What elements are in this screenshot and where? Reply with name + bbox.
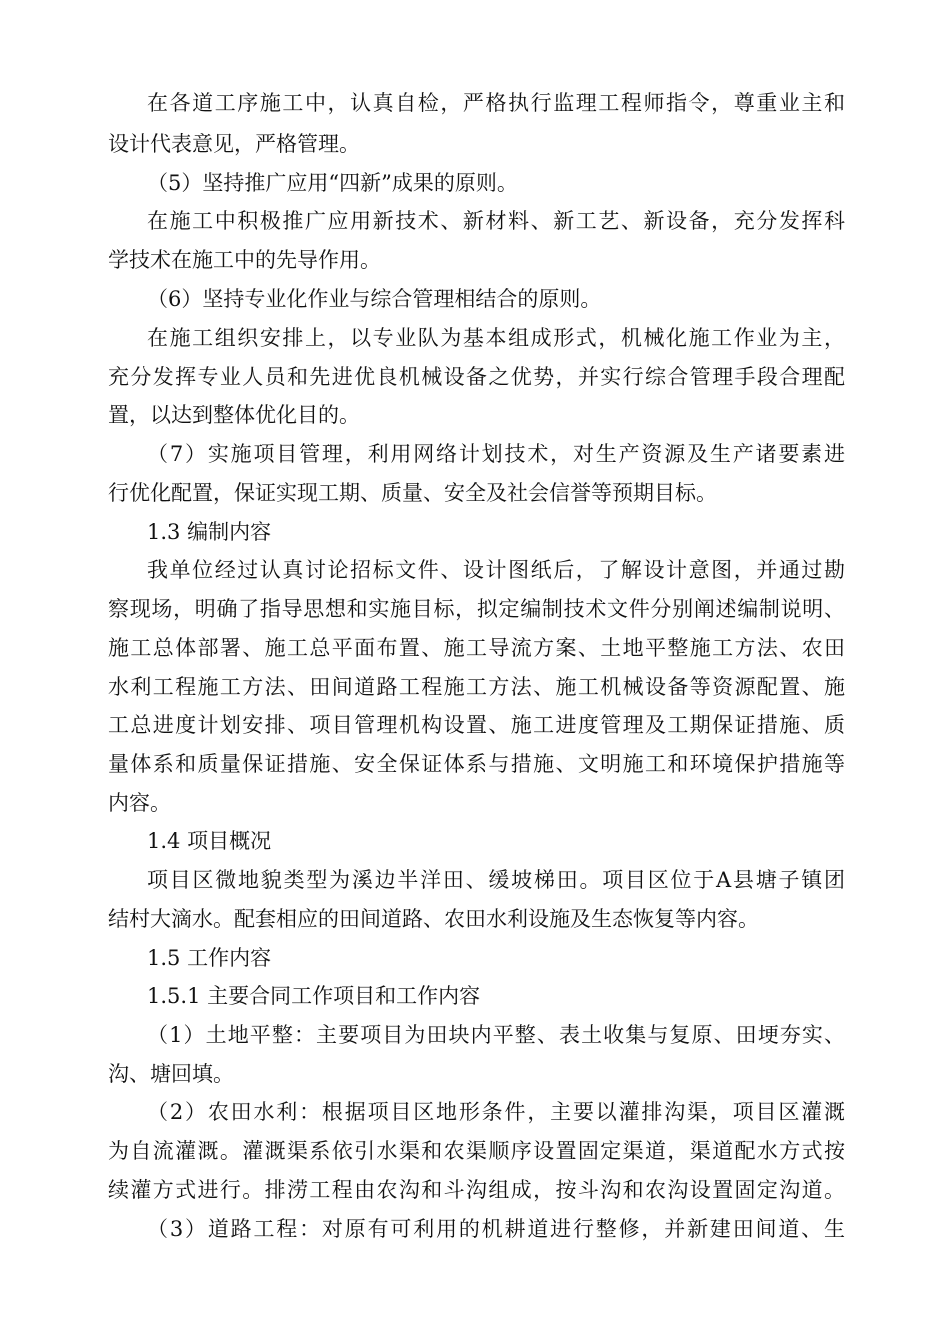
paragraph-line: 施工总体部署、施工总平面布置、施工导流方案、土地平整施工方法、农田 — [108, 636, 845, 660]
paragraph-line: 置，以达到整体优化目的。 — [108, 403, 360, 427]
list-item-heading: （6）坚持专业化作业与综合管理相结合的原则。 — [147, 287, 602, 311]
paragraph-line: （3）道路工程：对原有可利用的机耕道进行整修，并新建田间道、生 — [147, 1217, 845, 1241]
paragraph-line: （7）实施项目管理，利用网络计划技术，对生产资源及生产诸要素进 — [147, 442, 845, 466]
paragraph-line: 察现场，明确了指导思想和实施目标，拟定编制技术文件分别阐述编制说明、 — [108, 597, 845, 621]
list-item-heading: （5）坚持推广应用“四新”成果的原则。 — [147, 171, 518, 195]
paragraph-line: 设计代表意见，严格管理。 — [108, 132, 360, 156]
paragraph-line: 沟、塘回填。 — [108, 1062, 234, 1086]
paragraph-line: 为自流灌溉。灌溉渠系依引水渠和农渠顺序设置固定渠道，渠道配水方式按 — [108, 1139, 845, 1163]
section-heading: 1.5 工作内容 — [147, 946, 272, 970]
paragraph-line: 量体系和质量保证措施、安全保证体系与措施、文明施工和环境保护措施等 — [108, 752, 845, 776]
paragraph-line: 内容。 — [108, 791, 171, 815]
paragraph-line: 在各道工序施工中，认真自检，严格执行监理工程师指令，尊重业主和 — [147, 91, 845, 115]
paragraph-line: 工总进度计划安排、项目管理机构设置、施工进度管理及工期保证措施、质 — [108, 713, 845, 737]
paragraph-line: 续灌方式进行。排涝工程由农沟和斗沟组成，按斗沟和农沟设置固定沟道。 — [108, 1178, 845, 1202]
paragraph-line: 水利工程施工方法、田间道路工程施工方法、施工机械设备等资源配置、施 — [108, 675, 845, 699]
paragraph-line: （2）农田水利：根据项目区地形条件，主要以灌排沟渠，项目区灌溉 — [147, 1100, 845, 1124]
paragraph-line: 学技术在施工中的先导作用。 — [108, 248, 381, 272]
paragraph-line: 项目区微地貌类型为溪边半洋田、缓坡梯田。项目区位于A县塘子镇团 — [147, 868, 845, 892]
paragraph-line: （1）土地平整：主要项目为田块内平整、表土收集与复原、田埂夯实、 — [147, 1023, 845, 1047]
paragraph-line: 在施工组织安排上，以专业队为基本组成形式，机械化施工作业为主， — [147, 326, 845, 350]
subsection-heading: 1.5.1 主要合同工作项目和工作内容 — [147, 984, 481, 1008]
paragraph-line: 行优化配置，保证实现工期、质量、安全及社会信誉等预期目标。 — [108, 481, 717, 505]
paragraph-line: 我单位经过认真讨论招标文件、设计图纸后，了解设计意图，并通过勘 — [147, 558, 845, 582]
paragraph-line: 结村大滴水。配套相应的田间道路、农田水利设施及生态恢复等内容。 — [108, 907, 759, 931]
paragraph-line: 在施工中积极推广应用新技术、新材料、新工艺、新设备，充分发挥科 — [147, 209, 845, 233]
section-heading: 1.4 项目概况 — [147, 829, 272, 853]
paragraph-line: 充分发挥专业人员和先进优良机械设备之优势，并实行综合管理手段合理配 — [108, 365, 845, 389]
section-heading: 1.3 编制内容 — [147, 520, 272, 544]
